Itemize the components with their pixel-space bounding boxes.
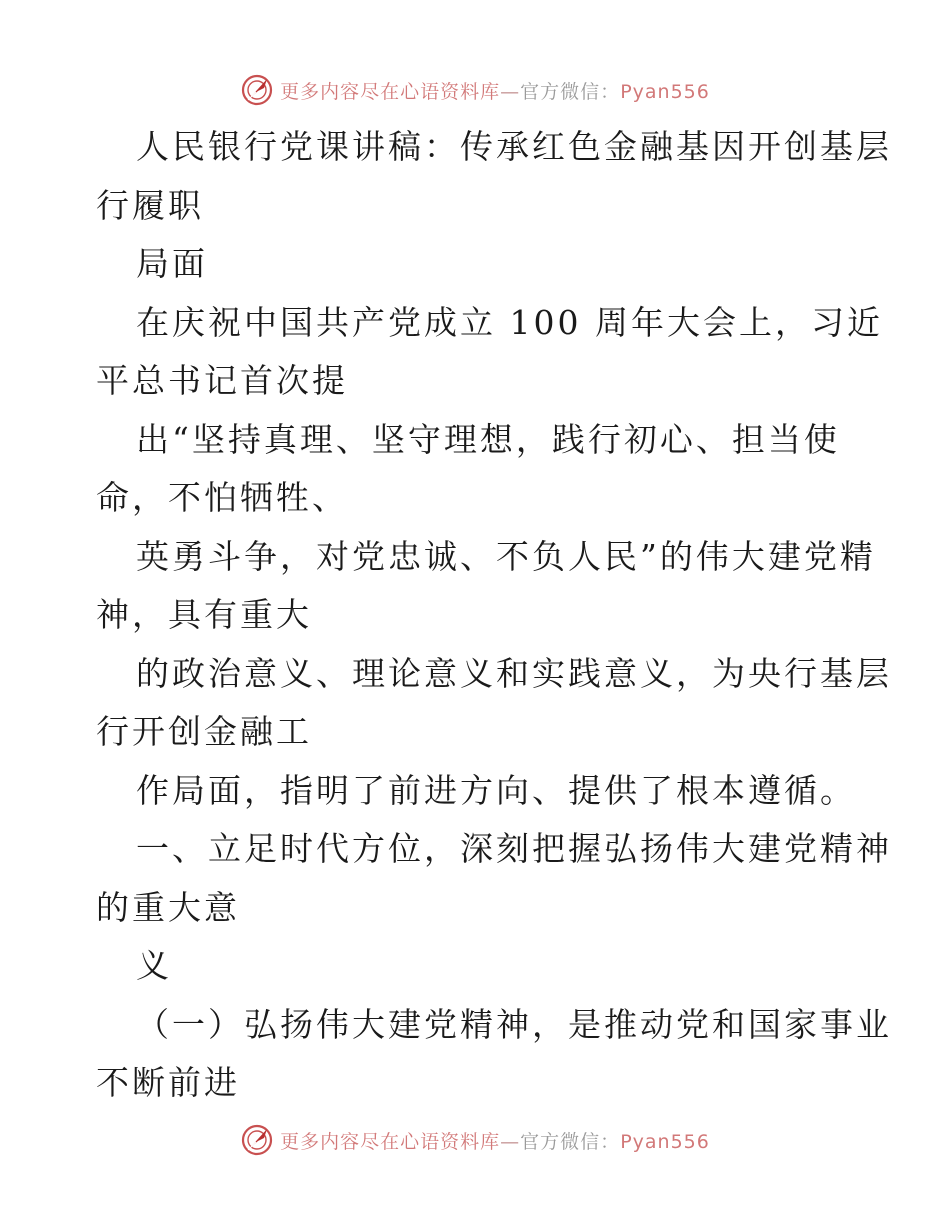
watermark-separator: — — [500, 1130, 521, 1153]
document-body — [96, 118, 892, 1113]
watermark-label: 官方微信： — [520, 80, 621, 103]
document-line: 的重大意 — [96, 887, 240, 927]
document-line: 不断前进 — [96, 1063, 240, 1102]
watermark-separator: — — [500, 80, 521, 103]
document-line: 英勇斗争，对党忠诚、不负人民”的伟大建党精 — [136, 536, 876, 576]
watermark-wechat-id: Pyan556 — [620, 80, 710, 103]
watermark-brand: 更多内容尽在心语资料库 — [280, 1130, 501, 1153]
feather-pen-seal-icon — [240, 1123, 274, 1157]
document-line: （一）弘扬伟大建党精神，是推动党和国家事业 — [136, 1004, 892, 1044]
watermark-brand: 更多内容尽在心语资料库 — [280, 80, 501, 103]
document-line: 作局面，指明了前进方向、提供了根本遵循。 — [136, 770, 856, 810]
document-line: 出“坚持真理、坚守理想，践行初心、担当使 — [136, 419, 840, 459]
document-line: 在庆祝中国共产党成立 100 周年大会上，习近 — [136, 302, 883, 342]
document-line: 一、立足时代方位，深刻把握弘扬伟大建党精神 — [136, 829, 892, 868]
document-line: 义 — [136, 946, 172, 985]
watermark-text — [280, 77, 710, 104]
watermark-wechat-id: Pyan556 — [620, 1130, 710, 1153]
document-line: 人民银行党课讲稿：传承红色金融基因开创基层 — [136, 127, 892, 166]
footer-watermark — [0, 1120, 950, 1160]
document-line: 局面 — [136, 244, 208, 283]
document-line: 平总书记首次提 — [96, 361, 348, 400]
document-line: 神，具有重大 — [96, 595, 312, 634]
document-line: 的政治意义、理论意义和实践意义，为央行基层 — [136, 653, 892, 693]
document-line: 命，不怕牺牲、 — [96, 478, 348, 517]
header-watermark — [0, 70, 950, 110]
watermark-text — [280, 1127, 710, 1154]
feather-pen-seal-icon — [240, 73, 274, 107]
document-line: 行履职 — [96, 185, 204, 225]
watermark-label: 官方微信： — [520, 1130, 621, 1153]
document-line: 行开创金融工 — [96, 712, 312, 751]
